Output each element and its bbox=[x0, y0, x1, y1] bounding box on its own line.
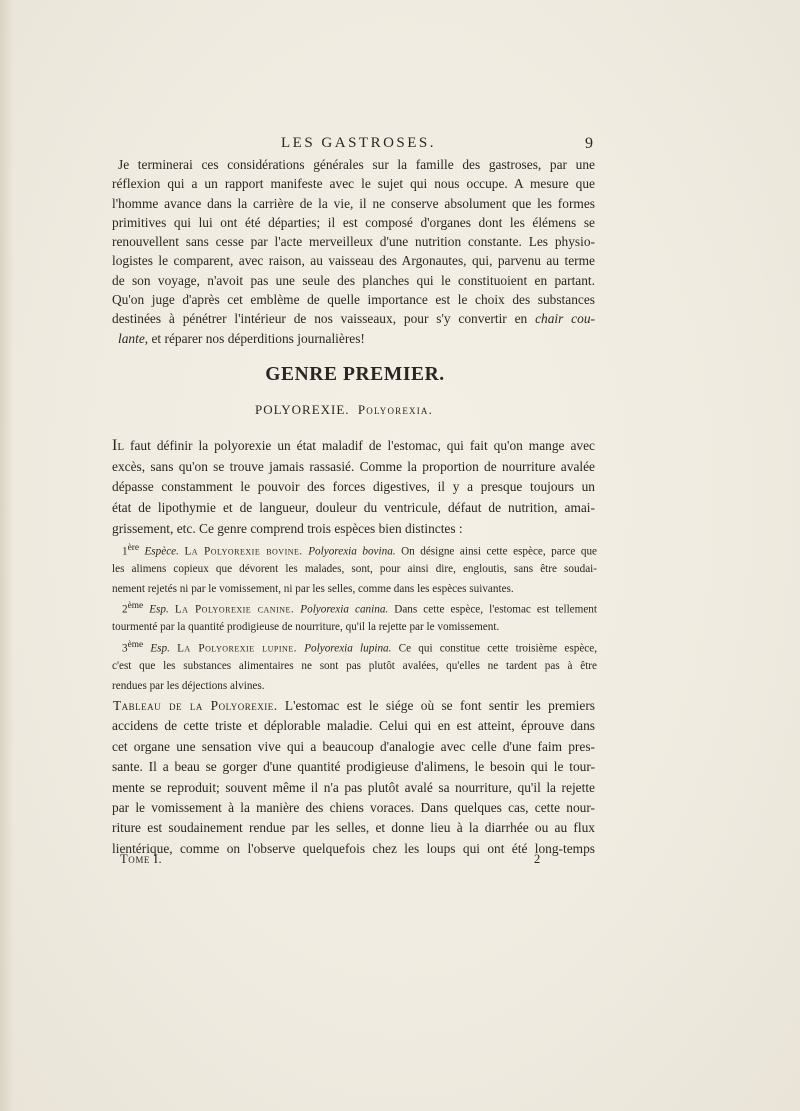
text-segment: L'estomac est le siége où se font sentir les premiers bbox=[284, 698, 595, 713]
ordinal-suffix: ème bbox=[127, 601, 144, 611]
text-line: excès, sans qu'on se trouve jamais rassasié. Comme la proportion de nourriture avalée bbox=[112, 458, 595, 474]
genre-name: POLYOREXIE. bbox=[255, 402, 350, 417]
page-footer bbox=[0, 852, 800, 870]
text-line: Je terminerai ces considérations générales sur la famille des gastroses, par une bbox=[118, 157, 595, 172]
species-line: c'est que les substances alimentaires ne sont pas plutôt avalées, qu'elles ne tardent pas à être bbox=[112, 659, 597, 672]
italic-term: lante bbox=[118, 330, 145, 346]
species-entry-2 bbox=[112, 596, 597, 637]
text-line: riture est soudainement rendue par les selles, et donne lieu à la diarrhée ou au flux bbox=[112, 820, 595, 836]
species-latin: Polyorexia bovina. bbox=[308, 545, 396, 558]
species-line: les alimens copieux que dévorent les malades, sont, pour ainsi dire, engloutis, sans être soudai- bbox=[112, 562, 597, 575]
text-line: dépasse constamment le pouvoir des forces digestives, il y a presque toujours un bbox=[112, 479, 595, 495]
page-gutter-shadow bbox=[0, 0, 14, 1111]
species-line bbox=[112, 596, 597, 617]
text-line: cet organe une sensation vive qui a beaucoup d'analogie avec celle d'une faim pres- bbox=[112, 738, 595, 754]
text-line: logistes le comparent, avec raison, au vaisseau des Argonautes, qui, parvenu au terme bbox=[112, 253, 595, 269]
text-line: renouvellent sans cesse par l'acte merveilleux d'une nutrition constante. Les physio- bbox=[112, 234, 595, 250]
text-segment: Ce qui constitue cette troisième espèce, bbox=[398, 642, 597, 655]
text-line bbox=[112, 329, 595, 348]
text-segment: , et réparer nos déperditions journalières! bbox=[144, 330, 365, 346]
species-entry-3 bbox=[112, 635, 597, 697]
species-line bbox=[112, 635, 597, 656]
text-segment: destinées à pénétrer l'intérieur de nos vaisseaux, pour s'y convertir en bbox=[112, 311, 528, 327]
running-head bbox=[0, 135, 800, 155]
genre-heading: GENRE PREMIER. bbox=[265, 364, 445, 385]
text-line: état de lipothymie et de langueur, douleur du ventricule, défaut de nutrition, amai- bbox=[112, 500, 595, 516]
text-line: Qu'on juge d'après cet emblème de quelle importance est le choix des substances bbox=[112, 292, 595, 308]
text-line: sante. Il a beau se gorger d'une quantité prodigieuse d'alimens, le besoin qui le tour- bbox=[112, 759, 595, 775]
text-line bbox=[112, 696, 595, 716]
text-segment: On désigne ainsi cette espèce, parce que bbox=[401, 545, 597, 558]
species-line: rendues par les déjections alvines. bbox=[112, 680, 265, 692]
species-label: Esp. bbox=[150, 642, 170, 655]
initial-letters: Il bbox=[112, 437, 125, 454]
definition-paragraph bbox=[112, 436, 595, 539]
text-line: grissement, etc. Ce genre comprend trois espèces bien distinctes : bbox=[112, 520, 463, 536]
text-line: primitives qui lui ont été départies; il est composé d'organes dont les élémens se bbox=[112, 214, 595, 230]
species-number: 2 bbox=[122, 603, 128, 616]
tableau-paragraph bbox=[112, 696, 595, 859]
text-line: réflexion qui a un rapport manifeste avec le sujet qui nous occupe. A mesure que bbox=[112, 176, 595, 192]
ordinal-suffix: ème bbox=[127, 640, 144, 650]
text-line: de son voyage, n'avoit pas une seule des planches qui le constituoient en partant. bbox=[112, 272, 595, 288]
species-label: Espèce. bbox=[144, 545, 179, 558]
ordinal-suffix: ère bbox=[127, 543, 139, 553]
text-line: par le vomissement à la manière des chiens voraces. Dans quelques cas, cette nour- bbox=[112, 799, 595, 815]
italic-term: chair cou- bbox=[535, 311, 595, 327]
species-latin: Polyorexia lupina. bbox=[304, 642, 392, 655]
signature-mark: 2 bbox=[534, 852, 541, 866]
species-line: nement rejetés ni par le vomissement, ni par les selles, comme dans les espèces suivantes. bbox=[112, 583, 514, 595]
running-title: LES GASTROSES. bbox=[281, 135, 437, 151]
text-line bbox=[112, 309, 595, 328]
text-line: lientérique, comme on l'observe quelquefois chez les loups qui ont été long-temps bbox=[112, 840, 595, 856]
intro-paragraph bbox=[112, 155, 595, 348]
species-label: Esp. bbox=[149, 603, 169, 616]
volume-label: Tome I. bbox=[120, 852, 163, 866]
species-number: 1 bbox=[122, 545, 128, 558]
text-line bbox=[112, 436, 595, 457]
species-name: La Polyorexie canine. bbox=[174, 603, 295, 616]
species-entry-1 bbox=[112, 538, 597, 600]
species-number: 3 bbox=[122, 642, 128, 655]
genre-latin-name: Polyorexia. bbox=[357, 402, 434, 417]
species-line: tourmenté par la quantité prodigieuse de nourriture, qu'il la rejette par le vomissement. bbox=[112, 620, 500, 633]
species-latin: Polyorexia canina. bbox=[300, 603, 389, 616]
species-line bbox=[112, 538, 597, 559]
genre-subtitle bbox=[255, 402, 433, 418]
text-line: mente se reproduit; souvent même il n'a pas plutôt avalé sa nourriture, qu'il la rejette bbox=[112, 779, 595, 795]
species-name: La Polyorexie lupine. bbox=[177, 642, 298, 655]
page-number: 9 bbox=[585, 135, 593, 152]
text-segment: faut définir la polyorexie un état maladif de l'estomac, qui fait qu'on mange avec bbox=[130, 438, 595, 453]
section-heading: Tableau de la Polyorexie. bbox=[113, 698, 278, 713]
text-line: l'homme avance dans la carrière de la vie, il ne conserve absolument que les formes bbox=[112, 195, 595, 211]
text-segment: Dans cette espèce, l'estomac est tellement bbox=[394, 603, 597, 616]
text-line: accidens de cette triste et déplorable maladie. Celui qui en est atteint, éprouve dans bbox=[112, 718, 595, 734]
species-name: La Polyorexie bovine. bbox=[184, 545, 303, 558]
